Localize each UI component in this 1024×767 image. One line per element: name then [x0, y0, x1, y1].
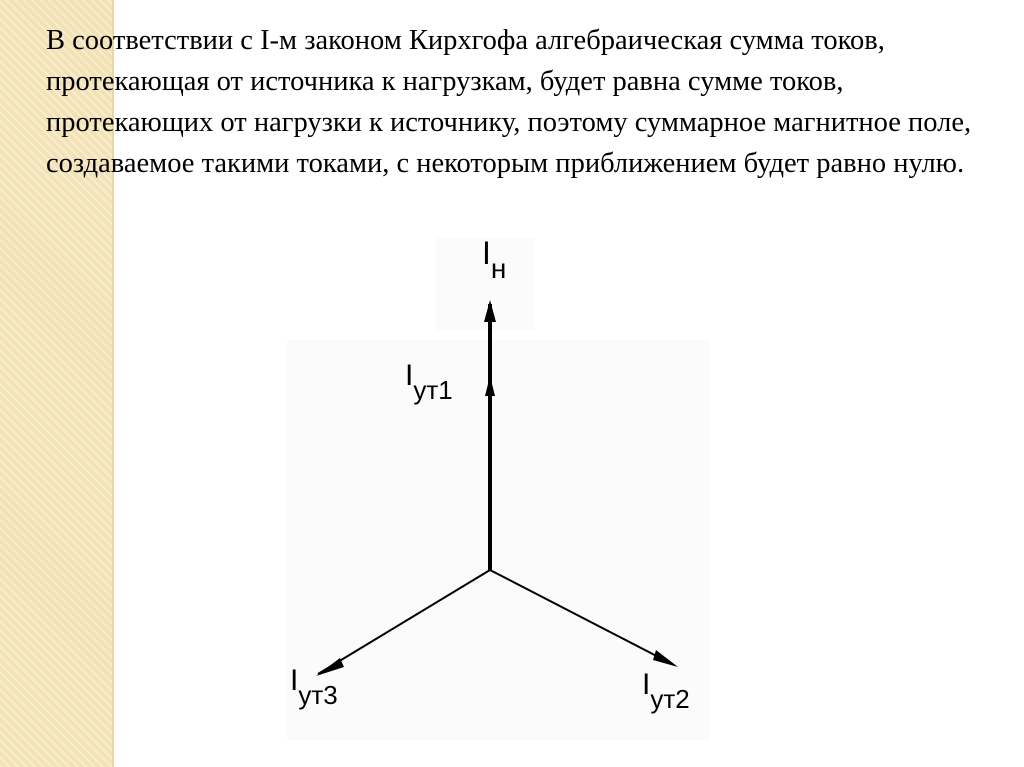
load-label-main: I [482, 235, 491, 271]
leak1-label-main: I [405, 359, 414, 392]
slide-paragraph: В соответствии с I-м законом Кирхгофа алгебраическая сумма токов, протекающая от источника к нагрузкам, будет равна сумме токов, протекающих от нагрузки к источнику, поэтому суммарное магнитное поле, создаваемое такими токами, с некоторым приближением будет равно нулю. [46, 25, 972, 179]
leak3-label-subscript: ут3 [298, 680, 338, 710]
leak2-label-main: I [642, 668, 651, 701]
load-label-subscript: н [490, 253, 507, 284]
leak1-label-subscript: ут1 [413, 375, 453, 405]
leak2-label-subscript: ут2 [650, 684, 690, 714]
leak3-label-main: I [290, 664, 299, 697]
